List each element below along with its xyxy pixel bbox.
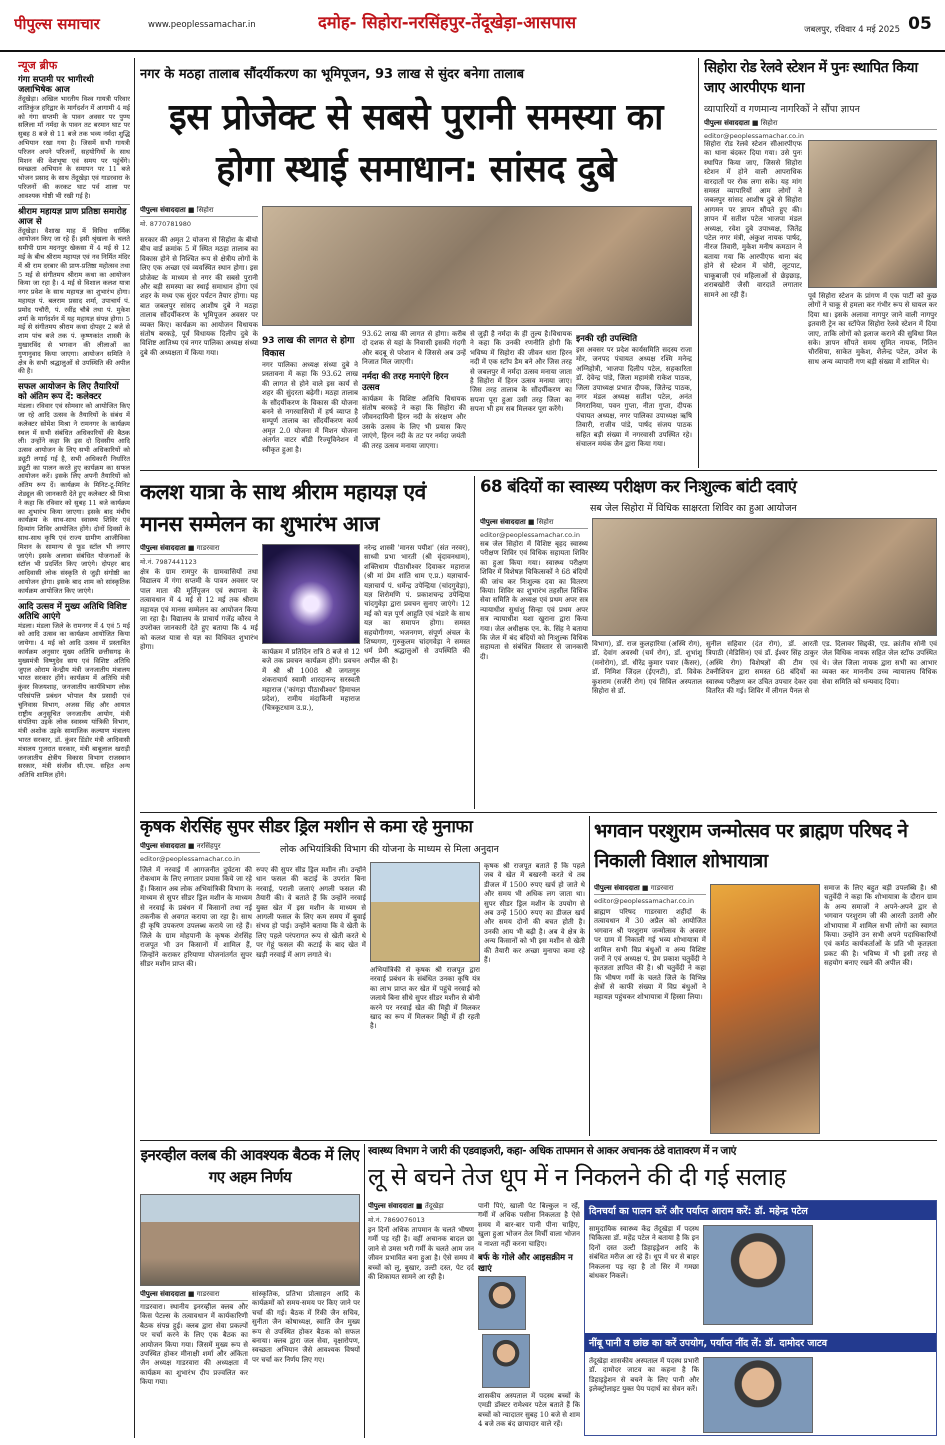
byline: पीपुल्स संवाददाता ■ गाडरवारा <box>140 544 258 555</box>
photo-caption: अभियांत्रिकी से कृषक श्री राजपूत द्वारा नरवाई प्रबंधन के संबंधित उनका कृषि यंत्र का लाभ प्राप्त कर खेत में पहुंचे नरवाई को जलाये बिना सीधे सुपर सीडर मशीन से बोनी करने पर नरवाई खेत की मिट्टी में मिलकर खाद का रूप में मिलकर मिट्टी में ही रहती है। <box>370 966 480 1031</box>
health-camp-photo <box>592 518 937 636</box>
story-kalash-headline: कलश यात्रा के साथ श्रीराम महायज्ञ एवं मानस सम्मेलन का शुभारंभ आज <box>140 480 426 536</box>
byline: पीपुल्स संवाददाता ■ सिहोरा <box>480 518 588 529</box>
doctor-portrait <box>478 1276 526 1330</box>
story-heatwave-headline: लू से बचने तेज धूप में न निकलने की दी गई सलाह <box>368 1163 786 1191</box>
logo: पीपुल्स समाचार <box>14 15 100 33</box>
story-text: क्षेत्र के ग्राम रामपुर के ग्रामवासियों तथा विद्यालय में गंगा सप्तमी के पावन अवसर पर पाल माता की मूर्तिपूजन एवं स्थापना के तत्वावधान में 4 मई से 12 मई तक श्रीराम महायज्ञ एवं मानस सम्मेलन का आयोजन किया जा रहा है। विद्यालय के प्राचार्य गजेंद्र कौरव ने उपरोक्त जानकारी देते हुए बताया कि 4 मई को कलश यात्रा से यज्ञ का विधिवत शुभारंभ होगा। <box>140 568 258 652</box>
story-text: नगर पालिका अध्यक्ष संध्या दुबे ने प्रस्तावना में कहा कि 93.62 लाख की लागत से होने वाले इस कार्य से शहर की सुंदरता बढ़ेगी। मठहा तालाब के सौंदर्यीकरण के विकास की योजना बनने से नगरवासियों में हर्ष व्याप्त है सम्पूर्ण तालाब का सौंदर्यीकरण कार्य अमृत 2.0 योजना में मिशन योजना अंतर्गत वाटर बॉडी रिज्यूविनेशन में स्वीकृत हुआ है। <box>262 361 358 454</box>
club-meeting-photo <box>140 1194 360 1286</box>
masthead <box>0 0 945 52</box>
story-text: पूर्व सिहोरा स्टेशन के प्रांगण में एक पार्टी को कुछ लोगों ने चाकू से हमला कर गंभीर रूप से घायल कर दिया था। इसके अलावा नागपुर जाने वाली नागपुर इतवारी ट्रेन का स्टॉपेज सिहोरा रेलवे स्टेशन में दिया जाए, ताकि लोगों को इलाज कराने की सुविधा मिल सके। ज्ञापन सौंपते समय सुमित नायक, नितिन चौरसिया, साकेत मुकेश, शैलेन्द्र पटेल, उमेश के साथ अन्य व्यापारी गण बड़ी संख्या में शामिल थे। <box>808 292 937 366</box>
subhead: 93 लाख की लागत से होगा विकास <box>262 336 355 359</box>
story-kalash-body <box>140 544 470 809</box>
farmer-photo <box>370 862 480 962</box>
column-rule <box>474 476 475 809</box>
story-text: समाज के लिए बहुत बड़ी उपलब्धि है। श्री चतुर्वेदी ने कहा कि शोभायात्रा के दौरान ग्राम के अन्य समाजों ने अपने-अपने द्वार से भगवान परशुराम जी की आरती उतारी और शोभायात्रा में शामिल सभी लोगों का स्वागत किया। उन्होंने उन सभी अपने पदाधिकारियों एवं कर्मठ कार्यकर्ताओं के प्रति भी कृतज्ञता प्रकट की है। भविष्य में भी इसी तरह से सहयोग बनाए रखने की अपील की। <box>824 884 937 968</box>
subhead: इनकी रही उपस्थिति <box>576 334 638 344</box>
story-farmer-headline: कृषक शेरसिंह सुपर सीडर ड्रिल मशीन से कमा रहे मुनाफा <box>140 817 473 837</box>
story-text: सुनील सहिवार (दंत रोग), डॉ. आरती त्रिपाठी (मेडिसिन) एवं डॉ. ईश्वर सिंह ठाकुर (अस्थि रोग) विशेषज्ञों की टीम एवं टेक्नीशियन द्वारा समस्त 68 बंदियों का स्वास्थ्य परीक्षण कर उचित उपचार देकर दवा वितरित की गई। शिविर में लीगल पैनल से <box>706 640 818 696</box>
story-text: सांस्कृतिक, प्रतिभा प्रोत्साहन आदि के कार्यक्रमों को समय-समय पर किए जाने पर चर्चा की गई। बैठक में रिंकी जैन सचिव, सुनीता जैन कोषाध्यक्ष, स्वाति जैन मुख्य रूप से उपस्थित होकर बैठक को सफल बनाया। क्लब द्वारा जल सेवा, वृक्षारोपण, स्वच्छता अभियान जैसे आवश्यक विषयों पर चर्चा कर निर्णय लिए गए। <box>252 1290 360 1364</box>
news-brief-column <box>18 58 130 1438</box>
byline: पीपुल्स संवाददाता ■ गाडरवारा <box>594 884 706 895</box>
row-rule <box>140 470 937 471</box>
advice-heading: नींबू पानी व छांछ का करें उपयोग, पर्याप्त नींद लें: डॉ. दामोदर जाटव <box>585 1333 936 1352</box>
story-text: सब जेल सिहोरा में विशिष्ट बृहद स्वास्थ्य परीक्षण शिविर एवं विधिक सहायता शिविर का हुआ किया गया। स्वास्थ्य परीक्षण शिविर में विशेषज्ञ चिकित्सकों ने 68 बंदियों की जांच कर निःशुल्क दवा का वितरण किया। शिविर का शुभारंभ तहसील विधिक सेवा समिति के अध्यक्ष एवं प्रथम अपर सत्र न्यायाधीश सुधांशु सिन्हा एवं प्रथम अपर सत्र न्यायाधीश यशा खुराना द्वारा किया गया। जेल अधीक्षक एन. के. सिंह ने बताया कि जेल में बंद बंदियों को निःशुल्क विधिक सहायता से संबंधित विस्तार से जानकारी दी। <box>480 540 588 661</box>
temple-photo <box>262 544 360 644</box>
event-photo <box>262 206 692 326</box>
advice-box <box>584 1200 937 1436</box>
page-number: 05 <box>908 14 932 34</box>
story-text: से जुड़ी है नर्मदा के ही तुल्य है।विधायक ने कहा कि उनकी रणनीति होगी कि भविष्य में सिहोरा की जीवन धारा हिरन नदी में एक स्टॉप डैम बने और जिस तरह से जबलपुर में नर्मदा उत्सव मनाया जाता है सिहोरा में हिरन उत्सव मनाया जाए। जिस तरह तालाब के सौंदर्यीकरण का सपना पूरा हुआ उसी तरह जिला का सपना भी हम सब मिलकर पूरा करेंगे। <box>470 330 572 414</box>
column-rule <box>134 58 135 1438</box>
byline: पीपुल्स संवाददाता ■ नरसिंहपुर <box>140 842 260 853</box>
story-pond-headline: इस प्रोजेक्ट से सबसे पुरानी समस्या का होगा स्थाई समाधान: सांसद दुबे <box>169 97 663 190</box>
column-rule <box>364 1144 365 1438</box>
column-rule <box>698 58 699 468</box>
story-pond-kicker: नगर के मठहा तालाब सौंदर्यीकरण का भूमिपूजन, 93 लाख से सुंदर बनेगा तालाब <box>140 67 525 82</box>
brief-title: गंगा सप्तमी पर भागीरथी जलाभिषेक आज <box>18 75 94 95</box>
story-farmer-subtitle: लोक अभियांत्रिकी विभाग की योजना के माध्यम से मिला अनुदान <box>280 844 499 855</box>
brief-title: सफल आयोजन के लिए तैयारियों को अंतिम रूप दें: कलेक्टर <box>18 379 130 402</box>
memorandum-photo <box>808 140 937 288</box>
byline: पीपुल्स संवाददाता ■ सिहोरा <box>704 119 937 130</box>
news-brief-label: न्यूज ब्रीफ <box>18 59 58 72</box>
section-title: दमोह- सिहोरा-नरसिंहपुर-तेंदूखेड़ा-आसपास <box>318 13 577 32</box>
story-text: विभाग), डॉ. राज कुलहारिया (अस्थि रोग), डॉ. देवांग अवस्थी (चर्म रोग), डॉ. शुभांशु (मनोरोग), डॉ. धीरेंद्र कुमार पवार (कैंसर), डॉ. निमिश जिंदल (ईएनटी), डॉ. विवेक कुशराम (सर्जरी रोग) एवं सिविल अस्पताल सिहोरा से डॉ. <box>592 640 702 696</box>
story-heatwave-kicker: स्वास्थ्य विभाग ने जारी की एडवाइजरी, कहा- अधिक तापमान से आकर अचानक ठंडे वातावरण में न जाएं <box>368 1145 736 1157</box>
story-text: सिहोरा रोड रेलवे स्टेशन सीआरपीएफ का थाना बंदकर दिया गया। उसे पुनः स्थापित किया जाए, जिससे सिहोरा स्टेशन में होने वाली आपराधिक वारदातों पर रोक लगा सके। यह मांग समस्त व्यापारियों आम लोगों ने जबलपुर सांसद आशीष दुबे से सिहोरा आगमन पर ज्ञापन सौंपते हुए की। ज्ञापन में सतीश पटेल भाजपा मंडल अध्यक्ष, रवेश दुबे उपाध्यक्ष, जितेंद्र पटेल नगर मंत्री, अंकुश नायक पार्षद, नीरज तिवारी, मुकेश मनीष कमठान ने बताया गया कि आरपीएफ थाना बंद होने से स्टेशन में चोरी, लूटपाट, चाकूबाजी एवं महिलाओं से छेड़छाड़, शराबखोरी जैसी वारदातें लगातार सामने आ रही हैं। <box>704 140 802 299</box>
byline: पीपुल्स संवाददाता ■ तेंदूखेड़ा <box>368 1202 482 1213</box>
subhead: बर्फ के गोले और आइसक्रीम न खाएं <box>478 1253 573 1275</box>
dateline: जबलपुर, रविवार 4 मई 2025 <box>804 25 900 35</box>
story-jail <box>480 476 937 809</box>
story-text: 93.62 लाख की लागत से होगा। करीब दो दशक से यहां के निवासी इसकी गंदगी और बदबू से परेशान थे जिससे अब उन्हें निजात मिल जाएगी। <box>362 330 466 367</box>
story-rpf <box>704 58 937 468</box>
story-pond-body <box>140 206 692 466</box>
story-text: सरकार की अमृत 2 योजना से सिहोरा के बीचो बीच वार्ड क्रमांक 5 में स्थित मठहा तालाब का विकास होने से निश्चित रूप से क्षेत्रीय लोगों के लिए एक अच्छा एवं व्यवस्थित स्थान होगा। इस प्रोजेक्ट के माध्यम से नगर की सबसे पुरानी और बड़ी समस्या का स्थाई समाधान होगा एवं शहर के मध्य एक सुंदर पर्यटन तैयार होगा। यह बात जबलपुर सांसद आशीष दुबे ने मठहा तालाब सौंदर्यीकरण के भूमिपूजन अवसर पर व्यक्त किए। कार्यक्रम का आयोजन विधायक संतोष बरकड़े, पूर्व विधायक दिलीप दुबे के विशिष्ट आतिथ्य एवं नगर पालिका अध्यक्ष संध्या दुबे की अध्यक्षता में किया गया। <box>140 236 258 357</box>
story-text: एड. दिलावर सिद्दकी, एड. क्रांतीव सोनी एवं जेल विधिक नायक सहित जेल स्टॉफ उपस्थित थे। जेल जिला नायक द्वारा सभी का आभार व्यक्त कर माननीय उच्च न्यायालय विधिक सेवा समिति को धन्यवाद दिया। <box>822 640 937 686</box>
doctor-portrait <box>703 1225 813 1325</box>
story-farmer <box>140 816 585 1136</box>
row-rule <box>140 812 937 813</box>
brief-body: तेंदूखेड़ा। अखिल भारतीय विश्व गायत्री परिवार शांतिकुंज हरिद्वार के मार्गदर्शन में आगामी 4 मई को गंगा सप्तमी के पावन अवसर पर पुण्य सलिला माँ नर्मदा के पावन तट बरमान घाट पर सुबह 8 बजे से 11 बजे तक भव्य नर्मदा शुद्धि अभियान रखा गया है। जिसमें सभी गायत्री परिजन अपने परिजनों, सहयोगियों के साथ मिशन की वेशभूषा एवं समय पर पहुंचेंगे। स्वच्छता अभियान के समापन पर 11 बजे भोजन प्रसाद के साथ तेंदूखेड़ा एवं गाडरवारा के परिजनों की करकट घाट पर्व शाला पर आवश्यक गोष्ठी भी रखी गई है। <box>18 95 130 200</box>
advice-heading: दिनचर्या का पालन करें और पर्याप्त आराम करें: डॉ. महेन्द्र पटेल <box>585 1201 936 1220</box>
story-heatwave <box>368 1144 937 1438</box>
story-text: इन दिनों अधिक तापमान के चलते भीषण गर्मी पड़ रही है। वहीं अचानक बादल छा जाने से उमस भरी गर्मी के चलते आम जन जीवन प्रभावित बना हुआ है। ऐसे समय में बच्चों को लू, बुखार, उल्टी दस्त, पेट दर्द की शिकायत सामने आ रही है। <box>368 1226 474 1282</box>
story-innerwheel <box>140 1144 360 1438</box>
brief-body: मंडला। रविवार एवं सोमवार को आयोजित किए जा रहे आदि उत्सव के तैयारियों के संबंध में कलेक्टर सोमेश मिश्रा ने रामनगर के कार्यक्रम स्थल में सभी संबंधित अधिकारियों की बैठक ली। उन्होंने कहा कि इस दो दिवसीय आदि उत्सव आयोजन के लिए सभी अधिकारियों को ड्यूटी लगाई गई है, सभी अधिकारी निर्धारित ड्यूटी का पालन करते हुए कार्यक्रम का सफल आयोजन करें। इसके लिए अपनी तैयारियों को अंतिम रूप दें। कार्यक्रम के मिनिट-टू-मिनिट शेड्यूल की जानकारी देते हुए कलेक्टर श्री मिश्रा ने कहा कि रविवार को सुबह 11 बजे कार्यक्रम का शुभारंभ किया जाएगा। इसके बाद मंचीय कार्यक्रम के साथ-साथ स्वास्थ्य शिविर एवं दिव्यांग शिविर आयोजित होंगे। दोनों दिवसों के साथ-साथ कृषि एवं राज्य ग्रामीण आजीविका मिशन के सामान्य से फूड स्टॉल भी लगाए जाएंगे। इसके अलावा संबंधित योजनाओं के स्टॉल भी प्रदर्शित किए जाएंगे। दोपहर बाद आदिवासी लोक संस्कृति से जुड़ी संगोष्ठी का आयोजन होगा। इसके बाद शाम को सांस्कृतिक कार्यक्रम आयोजित किए जाएंगे। <box>18 402 130 595</box>
byline: पीपुल्स संवाददाता ■ सिहोरा <box>140 206 258 217</box>
story-innerwheel-headline: इनरव्हील क्लब की आवश्यक बैठक में लिए गए अहम निर्णय <box>140 1146 360 1186</box>
brief-title: आदि उत्सव में मुख्य अतिथि विशिष्ट अतिथि आएंगे <box>18 599 130 622</box>
story-text: कार्यक्रम के विशिष्ट अतिथि विधायक संतोष बरकड़े ने कहा कि सिहोरा की जीवनदायिनी हिरन नदी के संरक्षण और उसके उत्सव के लिए भी प्रयास किए जाएंगे, हिरन नदी के तट पर नर्मदा जयंती की तरह उत्सव मनाया जाएगा। <box>362 394 466 450</box>
row-rule <box>140 1140 937 1141</box>
procession-photo <box>710 884 820 1134</box>
story-rpf-subtitle: व्यापारियों व गणमान्य नागरिकों ने सौंपा ज्ञापन <box>704 104 860 115</box>
email: editor@peoplessamachar.co.in <box>704 132 804 140</box>
doctor-portrait <box>482 1334 530 1388</box>
byline: पीपुल्स संवाददाता ■ गाडरवारा <box>140 1290 248 1301</box>
story-text: ब्राह्मण परिषद गाडरवारा शहीदों के तत्वावधान में 30 अप्रैल को आयोजित भगवान श्री परशुराम जन्मोत्सव के अवसर पर ग्राम में निकाली गई भव्य शोभायात्रा में शामिल सभी विप्र बंधुओं व अन्य विशिष्ट जनों ने एवं अध्यक्ष पं. प्रेम प्रकाश चतुर्वेदी ने कृतज्ञता ज्ञापित की है। श्री चतुर्वेदी ने कहा कि भीषण गर्मी के चलते जिले के विभिन्न क्षेत्रों से काफी संख्या में विप्र बंधुओं ने महायज्ञ पहुंचकर शोभायात्रा में हिस्सा लिया। <box>594 908 706 1001</box>
email: editor@peoplessamachar.co.in <box>480 531 580 539</box>
story-text: तेंदूखेड़ा शासकीय अस्पताल में पदस्थ प्रभारी डॉ. दामोदर जाटव का कहना है कि डिहाइड्रेशन से बचने के लिए पानी और इलेक्ट्रोलाइट युक्त पेय पदार्थ का सेवन करें। <box>589 1357 699 1394</box>
story-text: रुपए की सुपर सीड ड्रिल मशीन ली। उन्होंने धान फसल की कटाई के उपरांत बिना नरवाई, पराली जलाएं अगली फसल की तैयारी की। वे बताते हैं कि उन्होंने नरवाई युक्त खेत में इस मशीन के माध्यम से आगली फसल के लिए कम समय में बुवाई संभव हो पाई। उन्होंने बताया कि वे खेती के लिए पहले परंपरागत रूप से खेती करते थे पर गेहूं फसल की कटाई के बाद खेत में खड़ी नरवाई में आग लगाते थे। <box>256 866 366 959</box>
story-text: शासकीय अस्पताल में पदस्थ बच्चों के एमडी डॉक्टर रामेश्वर पटेल बताते हैं कि बच्चों को न्यादातर सुबह 10 बजे से शाम 4 बजे तक बंद छायादार वाले रहें। <box>478 1392 580 1429</box>
story-text: पानी पिएं, खाली पेट बिल्कुल न रहें, गर्मी में अधिक पसीना निकलता है ऐसे समय में बार-बार पानी पीना चाहिए, खुला हुआ भोजन तेल मिर्ची वाला भोजन व नाश्ता नहीं करना चाहिए। <box>478 1202 580 1248</box>
email: editor@peoplessamachar.co.in <box>140 855 240 863</box>
brief-body: तेंदूखेड़ा। वैशाख माह में विविध धार्मिक आयोजन किए जा रहे हैं। इसी श्रृंखला के चलते समीपी ग्राम मदनपुर खेकसा में 4 मई से 12 मई के बीच श्रीराम महायज्ञ एवं नव निर्मित मंदिर में श्री राम दरबार की प्राण-प्रतिष्ठा महोत्सव तथा 5 मई से संगीतमय श्रीराम कथा का आयोजन किया जा रहा है। 4 मई से विशाल कलश यात्रा नगर प्रवेश के साथ महायज्ञ का शुभारंभ होगा। महायज्ञ पं. बलराम प्रसाद शर्मा, उपाचार्य पं. प्रमोद पचौरी, पं. रवींद्र चौबे तथा पं. मुकेश शर्मा के मार्गदर्शन में यह महायज्ञ संपन्न होगा। 5 मई से संगीतमय श्रीराम कथा दोपहर 2 बजे से शाम पांच बजे तक पं. कृष्णकांत शास्त्री के मुखारविंद से भगवान की लीलाओं का गुणानुवाद किया जाएगा। आयोजन समिति ने क्षेत्र के सभी श्रद्धालुओं से उपस्थिति की अपील की है। <box>18 226 130 376</box>
mobile-number: मो.नं. 7987441123 <box>140 558 197 566</box>
mobile-number: मो. 8770781980 <box>140 220 192 228</box>
story-text: नरेन्द्र शास्त्री 'मानस पयीश' (संत नरवर), साध्वी प्रभा भारती (श्री वृंदावनधाम), शक्तिधाम पीठाधीश्वर दिवाकर महाराज (श्री मां प्रेम शांति धाम ए.प्र.) यज्ञाचार्य-यज्ञाचार्य पं. धर्मेन्द्र उपेन्द्रिया (चांदगुवेड़ा), यज्ञ शिरोमणि पं. प्रकाशचन्द्र उपेन्द्रिया चांदगुवेड़ा द्वारा प्रवचन सुनाए जाएंगे। 12 मई को यज्ञ पूर्ण आहुति एवं भंडारे के साथ यज्ञ का समापन होगा। समस्त सहयोगीगण, भजनगण, संपूर्ण अंचल के शिष्यगण, गुरुकुलम चांदगवेड़ा ने समस्त धर्म प्रेमी श्रद्धालुओं से उपस्थिति की अपील की है। <box>364 544 470 665</box>
site-url: www.peoplessamachar.in <box>148 20 256 30</box>
story-parshuram-headline: भगवान परशुराम जन्मोत्सव पर ब्राह्मण परिषद ने निकाली विशाल शोभायात्रा <box>594 820 908 872</box>
email: editor@peoplessamachar.co.in <box>594 897 694 905</box>
story-jail-subtitle: सब जेल सिहोरा में विधिक साक्षरता शिविर का हुआ आयोजन <box>590 503 797 514</box>
story-text: गाडरवारा। स्थानीय इनरव्हील क्लब और किस पेटल्स के तत्वावधान में कार्यकारिणी बैठक संपन्न हुई। क्लब द्वारा सेवा प्रकल्पों पर चर्चा करने के लिए एक बैठक का आयोजन किया गया। जिसमें मुख्य रूप से उपस्थित होकर मीनाक्षी शर्मा और अंकिता जैन अध्यक्ष गाडरवारा की अध्यक्षता में कार्यक्रम का शुभारंभ दीप प्रज्वलित कर किया गया। <box>140 1303 248 1387</box>
story-text: जिले में नरवाई में आगजनीत दुर्घटना की रोकथाम के लिए लगातार प्रयास किये जा रहे हैं। किसान अब लोक अभियांत्रिकी विभाग के माध्यम से सुपर सीडर ड्रिल मशीन के माध्यम से नरवाई के प्रबंधन में किसानों तथा नई तकनीक से अवगत कराया जा रहा है। साथ ही कृषि उपकरण उपलब्ध कराये जा रहे हैं। जिले के ग्राम मोहपानी के कृषक शेरसिंह राजपूत भी उन किसानों में शामिल हैं, जिन्होंने कराकर हरियाणा योजनांतर्गत सुपर सीडर मशीन प्राप्त की। <box>140 866 252 969</box>
story-jail-headline: 68 बंदियों का स्वास्थ्य परीक्षण कर निःशुल्क बांटी दवाएं <box>480 477 797 496</box>
brief-body: मंडला। मंडला जिले के रामनगर में 4 एवं 5 मई को आदि उत्सव का कार्यक्रम आयोजित किया जायेगा। 4 मई को आदि उत्सव में प्रस्तावित कार्यक्रम अनुसार मुख्य अतिथि छत्तीसगढ़ के मुख्यमंत्री विष्णुदेव साय एवं विशिष्ट अतिथि जुएल ओराम केन्द्रीय मंत्री जनजातीय मंत्रालय भारत सरकार होंगे। कार्यक्रम में अतिथि मंत्री कुंवर विजयशाह, जनजातीय कार्यविभाग लोक परिसंपत्ति प्रबंधन भोपाल मैत्र प्रसादी एवं चुनिवास विभाग, अजस सिंह और आयात राष्ट्रीय अनुसूचित जनजातीय आयोग, मंत्री संपतिया उइके लोक स्वास्थ्य यांत्रिकी विभाग, मंत्री अशोक उइके सामाजिक कल्याण मंत्रालय भारत सरकार, डॉ. कुंवर डिंडोर मंत्री आदिवासी मंत्रालय गुजरात सरकार, मंत्री बाबूलाल खराड़ी जनजातीय क्षेत्रीय विकास विभाग राजस्थान सरकार, मंत्री संजीव सी.एम. सहित अन्य अतिथि शामिल होंगे। <box>18 621 130 780</box>
subhead: नर्मदा की तरह मनाएंगे हिरन उत्सव <box>362 371 449 393</box>
brief-title: श्रीराम महायज्ञ प्राण प्रतिष्ठा समारोह आज से <box>18 204 130 227</box>
story-text: सामुदायिक स्वास्थ्य केंद्र तेंदूखेड़ा में पदस्थ चिकित्सा डॉ. महेंद्र पटेल ने बताया है कि इन दिनों दस्त उल्टी डिहाइड्रेशन आदि के संबंधित मरीज आ रहे हैं। धूप में घर से बाहर निकलना पड़ रहा है तो सिर में गमछा बांधकर निकलें। <box>589 1225 699 1281</box>
story-rpf-headline: सिहोरा रोड रेलवे स्टेशन में पुनः स्थापित किया जाए आरपीएफ थाना <box>704 60 918 96</box>
story-text: इस अवसर पर प्रदेश कार्यसमिति सदस्य राजा मोर, जनपद पंचायत अध्यक्ष रश्मि मनेन्द्र अग्निहोत्री, भाजपा दिलीप पटेल, सहकारिता डॉ. देवेन्द्र पांडे, जिला महामंत्री राकेश पाठक, जिला उपाध्यक्ष प्रभात दीपक, जितेन्द्र पाठक, नगर मंडल अध्यक्ष सतीश पटेल, अनंत निगरानिया, पवन गुप्ता, नीता गुप्ता, दीपक पंचायत अध्यक्ष, नगर पालिका उपाध्यक्ष ऋषि तिवारी, राजीव पांडे, पार्षद संजय पाठक सहित बड़ी संख्या में नगरवासी उपस्थित रहे। संचालन मयंक जैन द्वारा किया गया। <box>576 346 692 449</box>
column-rule <box>589 816 590 1136</box>
story-parshuram <box>594 816 937 1136</box>
story-text: कार्यक्रम में प्रतिदिन रात्रि 8 बजे से 12 बजे तक प्रवचन कार्यक्रम होंगे। प्रवचन में श्री श्री 1008 श्री जगतगुरु शंकराचार्य स्वामी शारदानन्द सरस्वती महाराज ('कांगड़ा पीठाधीश्वर' हिमाचल प्रदेश), रामीय मंदाकिनी महाराज (चित्रकूटधाम उ.प्र.), <box>262 648 360 713</box>
mobile-number: मो.नं. 7869076013 <box>368 1216 425 1224</box>
story-text: कृषक श्री राजपूत बताते हैं कि पहले जब वे खेत में बखरनी करते थे तब डीजल में 1500 रुपए खर्च हो जाते थे और समय भी अधिक लग जाता था। सुपर सीडर ड्रिल मशीन के उपयोग से अब उन्हें 1500 रुपए का डीजल खर्च और समय दोनों की बचत होती है। उनकी आय भी बढ़ी है। अब वे क्षेत्र के अन्य किसानों को भी इस मशीन से खेती की तैयारी कर अच्छा मुनाफा कमा रहे हैं। <box>484 862 585 965</box>
doctor-portrait <box>703 1357 813 1433</box>
